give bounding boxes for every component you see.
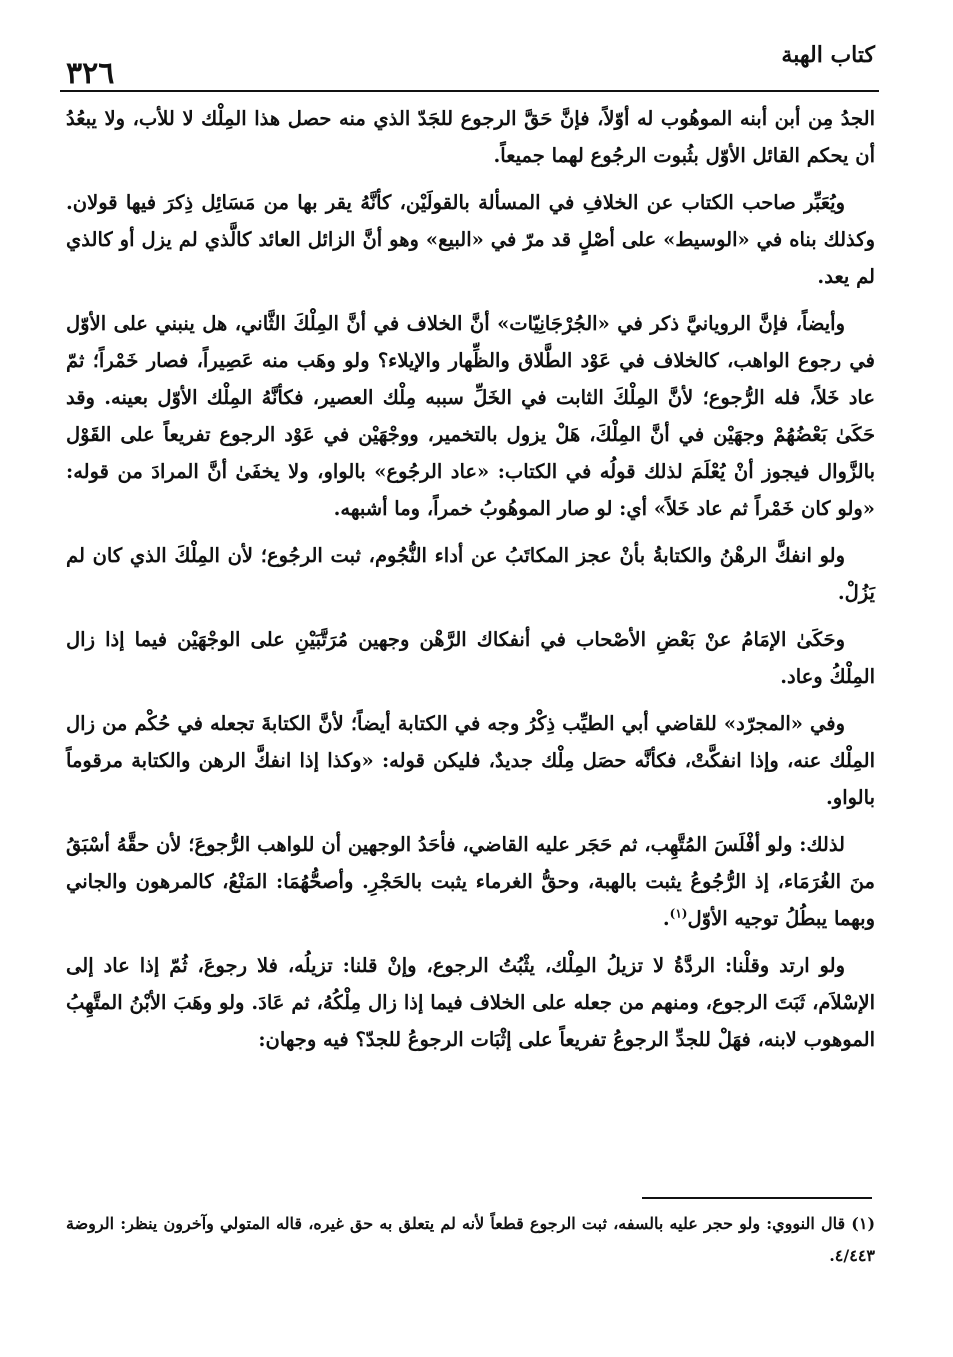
paragraph-1: الجدُ مِن أبن أبنه الموهُوب له أوّلاً، فإنَّ حَقَّ الرجوع للجَدّ الذي منه حصل هذا المِلْك لا للأب، ولا يبعُدُ أن يحكم القائل الأوّل بثُبوت الرجُوع لهما جميعاً. xyxy=(66,107,875,167)
paragraph-7-text: لذلك: ولو أفْلَسَ المُتَّهِب، ثم حَجَر عليه القاضي، فأحَدُ الوجهين أن للواهب الرُّجوعَ؛ لأن حقَّهُ أسْبَقُ منَ الغُرَمَاء، إذ الرُّجُوعُ يثبت بالهبة، وحقُّ الغرماء يثبت بالحَجْرِ. وأصحُّهُمَا: المَنْعُ، كالمرهون والجاني وبهما يبطُلُ توجيه الأوّل xyxy=(66,833,875,930)
paragraph-4: ولو انفكَّ الرهْنُ والكتابةُ بأنْ عجز المكاتَبُ عن أداء النُّجُوم، ثبت الرجُوع؛ لأن المِلْكَ الذي كان لم يَزُلْ. xyxy=(66,544,875,604)
main-text xyxy=(66,100,875,1068)
paragraph-3: وأيضاً، فإنَّ الرويانيَّ ذكر في «الجُرْجَانِيّات» أنَّ الخلاف في أنَّ المِلْكَ الثَّاني، هل ينبني على الأوّل في رجوع الواهب، كالخلاف في عَوْد الطَّلاق والظِّهار والإيلاء؟ ولو وهَب منه عَصِيراً، فصار خَمْراً؛ ثمّ عاد خَلاً، فله الرُّجوع؛ لأنَّ المِلْكَ الثابت في الخَلِّ سببه مِلْك العصير، فكأنَّهُ المِلْك الأوّل بعينه. وقد حَكَىٰ بَعْضُهُمْ وجهَيْن في أنَّ المِلْكَ، هَلْ يزول بالتخمير، ووجْهَيْن في عَوْد الرجوع تفريعاً على القَوْل بالزَّوال فيجوز أنْ يُعْلَمَ لذلك قولُه في الكتاب: «عاد الرجُوع» بالواو، ولا يخفَىٰ أنَّ المرادَ من قوله: «ولو كان خَمْراً ثم عاد خَلاً» أي: لو صار الموهُوبُ خمراً، وما أشبهه. xyxy=(66,312,875,520)
paragraph-7: لذلك: ولو أفْلَسَ المُتَّهِب، ثم حَجَر عليه القاضي، فأحَدُ الوجهين أن للواهب الرُّجوعَ؛ لأن حقَّهُ أسْبَقُ منَ الغُرَمَاء، إذ الرُّجُوعُ يثبت بالهبة، وحقُّ الغرماء يثبت بالحَجْرِ. وأصحُّهُمَا: المَنْعُ، كالمرهون والجاني وبهما يبطُلُ توجيه الأوّل$^{(١)}$. xyxy=(66,833,875,930)
page-number: ٣٢٦ xyxy=(66,56,115,91)
footnote-reference: (١) xyxy=(669,906,688,921)
footnote-1: (١) قال النووي: ولو حجر عليه بالسفه، ثبت الرجوع قطعاً لأنه لم يتعلق به حق غيره، قاله المتولي وآخرون ينظر: الروضة ٤/٤٤٣. xyxy=(66,1214,876,1265)
chapter-title: كتاب الهبة xyxy=(781,42,875,68)
footnote-divider xyxy=(642,1197,872,1199)
paragraph-6: وفي «المجرّد» للقاضي أبي الطيِّب ذِكْرُ وجه في الكتابة أيضاً؛ لأنَّ الكتابةَ تجعله في حُكْم من زال المِلْك عنه، وإذا انفكَّتْ، فكأنَّه حصَل مِلْك جديدٌ، فليكن قوله: «وكذا إذا انفكَّ الرهن والكتابة مرقوماً بالواو. xyxy=(66,712,875,809)
header-divider xyxy=(60,90,879,92)
paragraph-2: ويُعَبِّر صاحب الكتاب عن الخلافِ في المسألة بالقولَيْن، كأنَّهُ يقر بها من مَسَائِل ذِكرَ فيها قولان. وكذلك بناه في «الوسيط» على أصْلٍ قد مرّ في «البيع» وهو أنَّ الزائل العائد كالَّذي لم يزل أو كالذي لم يعد. xyxy=(66,191,875,288)
footnotes xyxy=(66,1208,875,1272)
paragraph-8: ولو ارتد وقلْنا: الردَّةُ لا تزيلُ المِلْك، يثْبُتُ الرجوع، وإنْ قلنا: تزيلُه، فلا رجوعَ، ثُمّ إذا عاد إلى الإسْلاَم، ثَبَتَ الرجوع، ومنهم من جعله على الخلاف فيما إذا زال مِلْكُهُ، ثم عَادَ. ولو وهَبَ الأبْنُ المتَّهِبُ الموهوب لابنه، فهَلْ للجدِّ الرجوعُ تفريعاً على إثْبَات الرجوعُ للجدّ؟ فيه وجهان: xyxy=(66,954,875,1051)
paragraph-5: وحَكَىٰ الإمَامُ عنْ بَعْضِ الأصْحاب في أنفكاك الرَّهْن وجهين مُرَتَّبَيْنِ على الوجْهَيْن فيما إذا زال المِلْكُ وعاد. xyxy=(66,628,875,688)
page-header xyxy=(60,40,875,90)
